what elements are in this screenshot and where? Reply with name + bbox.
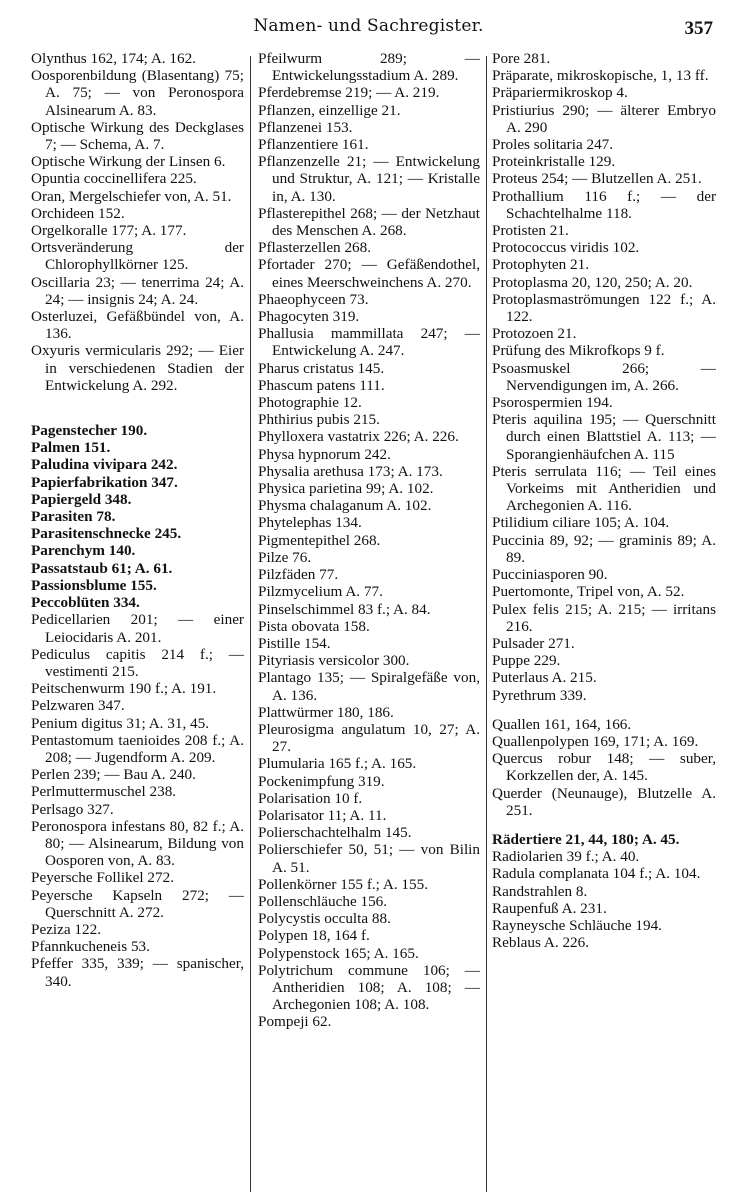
index-entry: Pristiurius 290; — älterer Embryo A. 290 [492, 101, 716, 136]
index-entry: Psoasmuskel 266; — Nervendigungen im, A. 266. [492, 359, 716, 394]
index-entry: Pilzfäden 77. [258, 566, 339, 584]
index-entry: Pentastomum taenioides 208 f.; A. 208; — Jugendform A. 209. [31, 731, 244, 766]
index-entry: Peyersche Follikel 272. [31, 869, 174, 887]
index-entry: Peyersche Kapseln 272; — Querschnitt A. 272. [31, 886, 244, 921]
index-entry: Pfortader 270; — Gefäßendothel, eines Meerschweinchens A. 270. [258, 256, 480, 291]
index-entry: Quallen 161, 164, 166. [492, 715, 632, 733]
index-entry: Puccinia 89, 92; — graminis 89; A. 89. [492, 531, 716, 566]
index-entry: Passionsblume 155. [31, 576, 157, 594]
index-entry: Pinselschimmel 83 f.; A. 84. [258, 600, 431, 618]
index-entry: Pflanzen, einzellige 21. [258, 101, 401, 119]
index-entry: Pigmentepithel 268. [258, 531, 381, 549]
index-entry: Plantago 135; — Spiralgefäße von, A. 136. [258, 669, 480, 704]
index-entry: Pflanzenei 153. [258, 118, 353, 136]
index-entry: Polierschachtelhalm 145. [258, 824, 412, 842]
index-entry: Pityriasis versicolor 300. [258, 652, 410, 670]
index-column-1 [31, 50, 244, 1194]
index-entry: Puterlaus A. 215. [492, 669, 597, 687]
index-entry: Perlsago 327. [31, 800, 114, 818]
index-entry: Parenchym 140. [31, 542, 136, 560]
index-entry: Pulsader 271. [492, 634, 575, 652]
index-entry: Rayneysche Schläuche 194. [492, 916, 662, 934]
index-entry: Osterluzei, Gefäßbündel von, A. 136. [31, 308, 244, 343]
index-entry: Pflasterzellen 268. [258, 239, 372, 257]
index-entry: Puertomonte, Tripel von, A. 52. [492, 583, 685, 601]
index-entry: Orchideen 152. [31, 204, 125, 222]
index-entry: Papierfabrikation 347. [31, 473, 178, 491]
index-entry: Pteris aquilina 195; — Querschnitt durch einen Blattstiel A. 113; — Sporangienhäufchen A. 115 [492, 411, 716, 463]
index-entry: Protozoen 21. [492, 325, 577, 343]
index-entry: Pediculus capitis 214 f.; — vestimenti 215. [31, 645, 244, 680]
index-entry: Parasiten 78. [31, 508, 116, 526]
index-entry: Orgelkoralle 177; A. 177. [31, 222, 187, 240]
index-entry: Ptilidium ciliare 105; A. 104. [492, 514, 670, 532]
index-entry: Pistille 154. [258, 634, 331, 652]
index-entry: Polarisator 11; A. 11. [258, 806, 387, 824]
column-divider [486, 56, 487, 1192]
index-entry: Querder (Neunauge), Blutzelle A. 251. [492, 784, 716, 819]
index-entry: Palmen 151. [31, 439, 111, 457]
index-entry: Prothallium 116 f.; — der Schachtelhalme 118. [492, 187, 716, 222]
index-entry: Oosporenbildung (Blasentang) 75; A. 75; — von Peronospora Alsinearum A. 83. [31, 67, 244, 119]
index-entry: Radiolarien 39 f.; A. 40. [492, 848, 640, 866]
index-entry: Polycystis occulta 88. [258, 910, 391, 928]
index-entry: Pflasterepithel 268; — der Netzhaut des Menschen A. 268. [258, 204, 480, 240]
index-entry: Ortsveränderung der Chlorophyllkörner 125. [31, 239, 244, 274]
index-entry: Protoplasmaströmungen 122 f.; A. 122. [492, 290, 716, 326]
index-entry: Proteus 254; — Blutzellen A. 251. [492, 170, 702, 188]
index-entry: Peziza 122. [31, 920, 102, 938]
index-entry: Pleurosigma angulatum 10, 27; A. 27. [258, 720, 480, 756]
index-entry: Pflanzentiere 161. [258, 136, 369, 154]
index-entry: Polypen 18, 164 f. [258, 927, 370, 945]
index-entry: Prüfung des Mikrofkops 9 f. [492, 342, 665, 360]
index-entry: Optische Wirkung der Linsen 6. [31, 153, 226, 171]
index-entry: Plattwürmer 180, 186. [258, 703, 394, 721]
index-entry: Photographie 12. [258, 394, 362, 412]
index-entry: Oscillaria 23; — tenerrima 24; A. 24; — insignis 24; A. 24. [31, 273, 244, 308]
index-entry: Raupenfuß A. 231. [492, 899, 607, 917]
index-entry: Papiergeld 348. [31, 490, 132, 508]
index-entry: Proteinkristalle 129. [492, 153, 616, 171]
index-entry: Peronospora infestans 80, 82 f.; A. 80; — Alsinearum, Bildung von Oosporen von, A. 83. [31, 817, 244, 870]
index-entry: Opuntia coccinellifera 225. [31, 170, 197, 188]
section-gap [492, 819, 716, 831]
index-entry: Psorospermien 194. [492, 394, 613, 412]
index-column-2 [258, 50, 480, 1194]
index-entry: Polierschiefer 50, 51; — von Bilin A. 51. [258, 841, 480, 876]
index-entry: Quallenpolypen 169, 171; A. 169. [492, 732, 699, 750]
index-entry: Pulex felis 215; A. 215; — irritans 216. [492, 600, 716, 635]
index-entry: Präpariermikroskop 4. [492, 84, 628, 102]
index-entry: Pagenstecher 190. [31, 422, 148, 440]
index-entry: Proles solitaria 247. [492, 136, 614, 154]
page-number: 357 [684, 18, 713, 39]
index-entry: Pista obovata 158. [258, 617, 370, 635]
index-entry: Paludina vivipara 242. [31, 456, 178, 474]
index-entry: Plumularia 165 f.; A. 165. [258, 755, 417, 773]
index-entry: Phytelephas 134. [258, 514, 362, 532]
index-entry: Physalia arethusa 173; A. 173. [258, 462, 443, 480]
index-entry: Penium digitus 31; A. 31, 45. [31, 714, 210, 732]
index-entry: Pelzwaren 347. [31, 697, 125, 715]
index-entry: Phylloxera vastatrix 226; A. 226. [258, 428, 459, 446]
index-entry: Pedicellarien 201; — einer Leiocidaris A. 201. [31, 611, 244, 646]
section-gap [31, 394, 244, 422]
index-entry: Perlmuttermuschel 238. [31, 783, 177, 801]
index-entry: Puppe 229. [492, 652, 561, 670]
index-entry: Phallusia mammillata 247; — Entwickelung A. 247. [258, 325, 480, 360]
index-entry: Pollenschläuche 156. [258, 892, 388, 910]
index-entry: Phascum patens 111. [258, 376, 385, 394]
index-entry: Rädertiere 21, 44, 180; A. 45. [492, 830, 680, 848]
index-entry: Pompeji 62. [258, 1013, 332, 1031]
index-entry: Peccoblüten 334. [31, 594, 140, 612]
index-entry: Quercus robur 148; — suber, Korkzellen der, A. 145. [492, 750, 716, 785]
index-entry: Radula complanata 104 f.; A. 104. [492, 865, 701, 883]
section-gap [492, 704, 716, 716]
index-entry: Phagocyten 319. [258, 308, 360, 326]
index-entry: Parasitenschnecke 245. [31, 525, 182, 543]
index-entry: Perlen 239; — Bau A. 240. [31, 766, 196, 784]
running-title: Namen- und Sachregister. [253, 16, 484, 36]
index-entry: Phaeophyceen 73. [258, 290, 369, 308]
index-entry: Polypenstock 165; A. 165. [258, 944, 419, 962]
index-entry: Pilze 76. [258, 548, 312, 566]
index-entry: Oxyuris vermicularis 292; — Eier in verschiedenen Stadien der Entwickelung A. 292. [31, 342, 244, 394]
index-entry: Passatstaub 61; A. 61. [31, 559, 173, 577]
index-entry: Polarisation 10 f. [258, 789, 363, 807]
index-entry: Pilzmycelium A. 77. [258, 583, 383, 601]
index-entry: Pharus cristatus 145. [258, 359, 385, 377]
index-entry: Pyrethrum 339. [492, 686, 587, 704]
index-entry: Pfannkucheneis 53. [31, 938, 150, 956]
index-entry: Polytrichum commune 106; — Antheridien 108; A. 108; — Archegonien 108; A. 108. [258, 961, 480, 1014]
index-entry: Physa hypnorum 242. [258, 445, 391, 463]
column-divider [250, 56, 251, 1192]
index-entry: Pferdebremse 219; — A. 219. [258, 84, 440, 102]
index-entry: Pfeilwurm 289; — Entwickelungsstadium A. 289. [258, 50, 480, 85]
index-entry: Optische Wirkung des Deckglases 7; — Schema, A. 7. [31, 118, 244, 154]
index-entry: Präparate, mikroskopische, 1, 13 ff. [492, 67, 709, 85]
index-entry: Pucciniasporen 90. [492, 566, 608, 584]
index-entry: Pflanzenzelle 21; — Entwickelung und Struktur, A. 121; — Kristalle in, A. 130. [258, 153, 480, 205]
index-entry: Physica parietina 99; A. 102. [258, 480, 434, 498]
index-entry: Oran, Mergelschiefer von, A. 51. [31, 187, 232, 205]
index-entry: Protophyten 21. [492, 256, 590, 274]
page-header [0, 0, 737, 44]
index-entry: Peitschenwurm 190 f.; A. 191. [31, 680, 217, 698]
index-entry: Phthirius pubis 215. [258, 411, 380, 429]
index-entry: Pteris serrulata 116; — Teil eines Vorkeims mit Antheridien und Archegonien A. 116. [492, 462, 716, 515]
index-entry: Pfeffer 335, 339; — spanischer, 340. [31, 955, 244, 990]
index-entry: Olynthus 162, 174; A. 162. [31, 50, 196, 67]
index-entry: Pockenimpfung 319. [258, 772, 385, 790]
index-entry: Pollenkörner 155 f.; A. 155. [258, 875, 428, 893]
index-entry: Protisten 21. [492, 222, 569, 240]
index-entry: Physma chalaganum A. 102. [258, 497, 432, 515]
index-entry: Randstrahlen 8. [492, 882, 588, 900]
index-entry: Pore 281. [492, 50, 551, 67]
index-entry: Reblaus A. 226. [492, 934, 590, 952]
index-entry: Protococcus viridis 102. [492, 239, 640, 257]
index-entry: Protoplasma 20, 120, 250; A. 20. [492, 273, 693, 291]
index-column-3 [492, 50, 716, 1194]
